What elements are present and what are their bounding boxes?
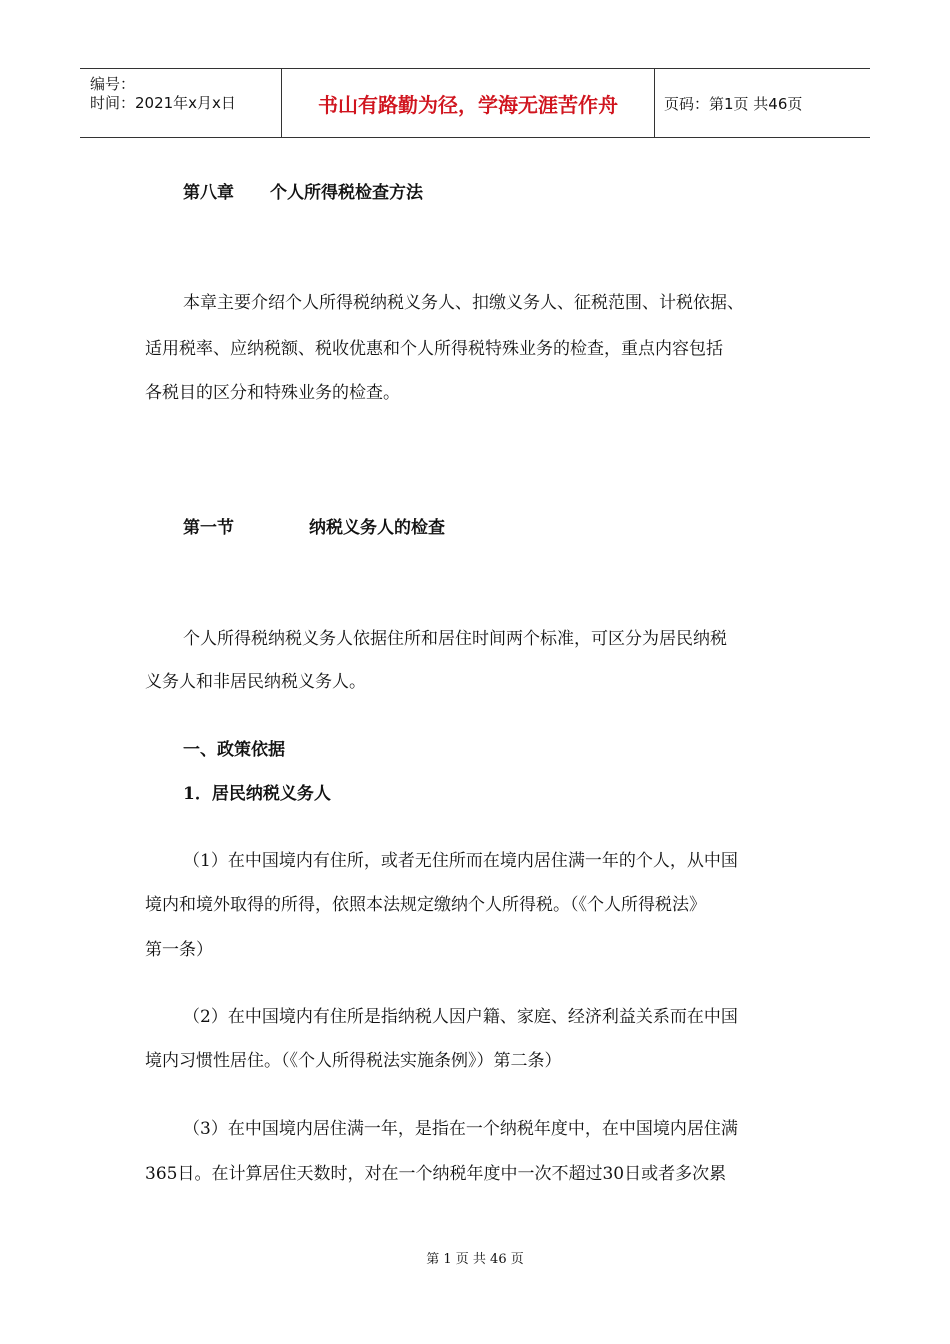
chapter-number: 第八章 — [183, 183, 234, 203]
document-date-label: 时间：2021年x月x日 — [90, 94, 236, 112]
paragraph-2-line: （2）在中国境内有住所是指纳税人因户籍、家庭、经济利益关系而在中国 — [183, 1007, 738, 1027]
header-motto-cell — [281, 69, 655, 137]
section-number: 第一节 — [183, 518, 234, 538]
page-header — [80, 68, 870, 138]
intro-line: 各税目的区分和特殊业务的检查。 — [145, 383, 400, 403]
header-motto: 书山有路勤为径，学海无涯苦作舟 — [318, 93, 618, 117]
resident-taxpayer-heading: 1．居民纳税义务人 — [183, 784, 331, 804]
paragraph-3-line: 365日。在计算居住天数时，对在一个纳税年度中一次不超过30日或者多次累 — [145, 1164, 727, 1184]
section-title: 纳税义务人的检查 — [309, 518, 445, 538]
paragraph-1-line: （1）在中国境内有住所，或者无住所而在境内居住满一年的个人，从中国 — [183, 851, 738, 871]
chapter-title: 个人所得税检查方法 — [270, 183, 423, 203]
header-left-cell — [80, 69, 280, 137]
document-number-label: 编号： — [90, 75, 136, 93]
header-page-label: 页码：第1页 共46页 — [664, 95, 803, 113]
section-intro-line: 个人所得税纳税义务人依据住所和居住时间两个标准，可区分为居民纳税 — [183, 629, 727, 649]
header-page-cell — [654, 69, 870, 137]
paragraph-1-line: 境内和境外取得的所得，依照本法规定缴纳个人所得税。（《个人所得税法》 — [145, 895, 706, 915]
intro-line: 本章主要介绍个人所得税纳税义务人、扣缴义务人、征税范围、计税依据、 — [183, 293, 744, 313]
paragraph-2-line: 境内习惯性居住。（《个人所得税法实施条例》）第二条） — [145, 1051, 562, 1071]
paragraph-1-line: 第一条） — [145, 940, 213, 960]
paragraph-3-line: （3）在中国境内居住满一年，是指在一个纳税年度中，在中国境内居住满 — [183, 1119, 738, 1139]
intro-line: 适用税率、应纳税额、税收优惠和个人所得税特殊业务的检查，重点内容包括 — [145, 339, 723, 359]
policy-basis-heading: 一、政策依据 — [183, 740, 285, 760]
page-footer: 第 1 页 共 46 页 — [426, 1252, 524, 1267]
section-intro-line: 义务人和非居民纳税义务人。 — [145, 672, 366, 692]
